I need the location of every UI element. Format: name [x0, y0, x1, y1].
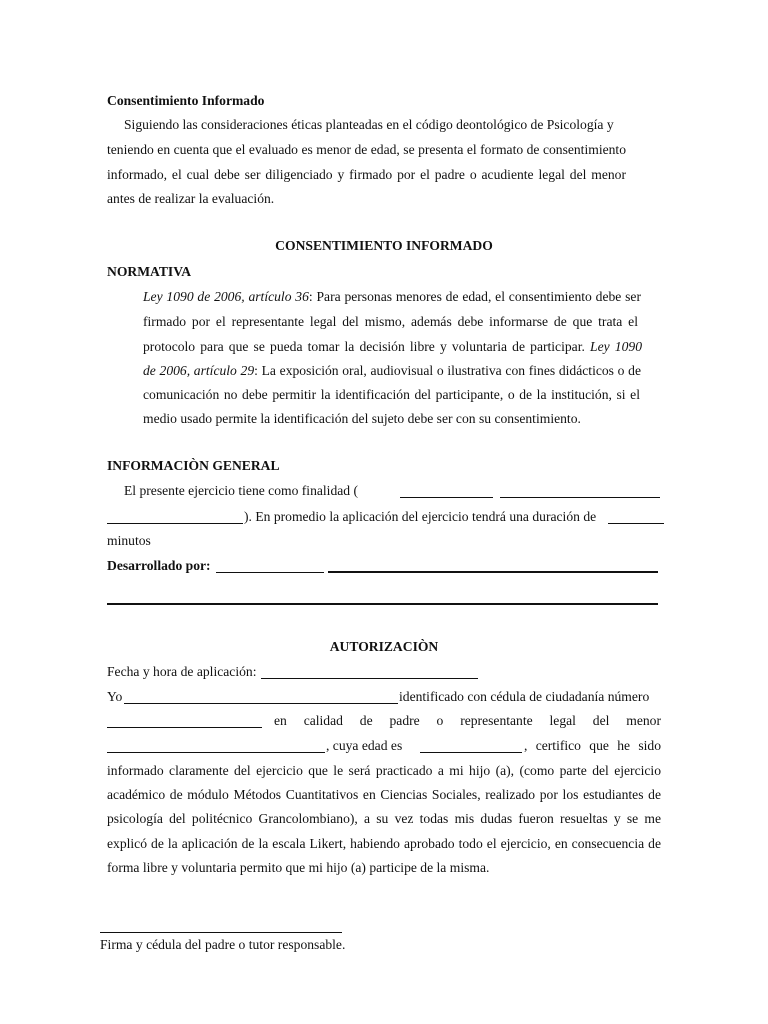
edad-blank[interactable] [420, 752, 522, 753]
signature-line[interactable] [100, 932, 342, 933]
intro-line-4: antes de realizar la evaluación. [107, 191, 275, 206]
minutes-label: minutos [107, 533, 151, 548]
normativa-heading: NORMATIVA [107, 264, 192, 279]
developed-by-label: Desarrollado por: [107, 558, 211, 573]
developed-by-blank-3[interactable] [107, 603, 658, 605]
intro-heading: Consentimiento Informado [107, 93, 265, 108]
fecha-blank[interactable] [261, 678, 478, 679]
auth-line-4: explicó de la aplicación de la escala Likert, habiendo aprobado todo el ejercicio, en consecuencia de [107, 836, 661, 851]
intro-line-2: teniendo en cuenta que el evaluado es menor de edad, se presenta el formato de consentimiento [107, 142, 626, 157]
certifico-text: , certifico que he sido [524, 738, 661, 753]
normativa-line-5: comunicación no debe permitir la identificación del participante, o de la institución, si el [143, 387, 640, 402]
duration-blank[interactable] [608, 523, 664, 524]
developed-by-blank-2[interactable] [328, 571, 658, 573]
yo-name-blank[interactable] [124, 703, 398, 704]
form-title: CONSENTIMIENTO INFORMADO [275, 238, 493, 253]
purpose-blank-1[interactable] [400, 497, 493, 498]
cedula-blank[interactable] [107, 727, 262, 728]
normativa-line-4: de 2006, artículo 29: La exposición oral, audiovisual o ilustrativa con fines didácticos o de [143, 363, 641, 378]
info-general-heading: INFORMACIÒN GENERAL [107, 458, 280, 473]
menor-name-blank[interactable] [107, 752, 325, 753]
auth-line-2: académico de módulo Métodos Cuantitativos en Ciencias Sociales, realizado por los estudiantes de [107, 787, 661, 802]
intro-line-3: informado, el cual debe ser diligenciado y firmado por el padre o acudiente legal del menor [107, 167, 626, 182]
law-1090-art29-ref: de 2006, artículo 29 [143, 363, 255, 378]
purpose-blank-2[interactable] [500, 497, 660, 498]
normativa-line-3: protocolo para que se pueda tomar la decisión libre y voluntaria de participar. Ley 1090 [143, 339, 642, 354]
purpose-line-text: El presente ejercicio tiene como finalidad ( [124, 483, 359, 498]
law-1090-ref-a: Ley 1090 [590, 339, 642, 354]
normativa-line-6: medio usado permite la identificación del sujeto debe ser con su consentimiento. [143, 411, 581, 426]
identificado-text: identificado con cédula de ciudadanía número [399, 689, 650, 704]
normativa-line-2: firmado por el representante legal del mismo, además debe informarse de que trata el [143, 314, 638, 329]
law-1090-art36-ref: Ley 1090 de 2006, artículo 36 [143, 289, 309, 304]
cuya-edad-text: , cuya edad es [326, 738, 403, 753]
autorizacion-heading: AUTORIZACIÒN [329, 639, 439, 654]
normativa-line-1: Ley 1090 de 2006, artículo 36: Para personas menores de edad, el consentimiento debe ser [143, 289, 641, 304]
auth-line-3: psicología del politécnico Grancolombiano), a su vez todas mis dudas fueron resueltas y se me [107, 811, 661, 826]
fecha-label: Fecha y hora de aplicación: [107, 664, 257, 679]
calidad-text: en calidad de padre o representante legal del menor [274, 713, 661, 728]
signature-caption: Firma y cédula del padre o tutor responsable. [100, 937, 346, 952]
duration-line-text: ). En promedio la aplicación del ejercicio tendrá una duración de [244, 509, 597, 524]
intro-line-1: Siguiendo las consideraciones éticas planteadas en el código deontológico de Psicología y [124, 117, 614, 132]
auth-line-5: forma libre y voluntaria permito que mi hijo (a) participe de la misma. [107, 860, 490, 875]
developed-by-blank-1[interactable] [216, 572, 324, 573]
purpose-blank-3[interactable] [107, 523, 243, 524]
auth-line-1: informado claramente del ejercicio que le será practicado a mi hijo (a), (como parte del ejercicio [107, 763, 661, 778]
yo-label: Yo [107, 689, 123, 704]
